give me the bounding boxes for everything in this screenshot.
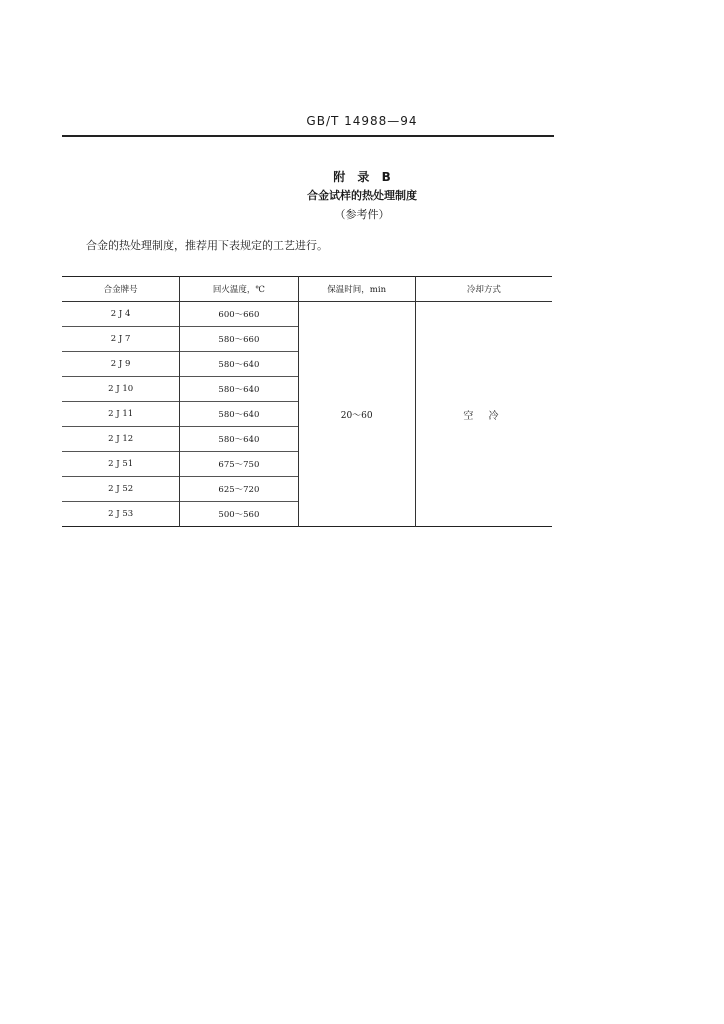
temper-temperature-cell: 580～660 [180,327,298,352]
holding-time-cell: 20～60 [298,302,415,527]
standard-number: GB/T 14988—94 [306,114,418,128]
alloy-grade-cell: 2 J 9 [62,352,180,377]
header-rule [62,135,554,137]
alloy-grade-cell: 2 J 12 [62,427,180,452]
temper-temperature-cell: 580～640 [180,377,298,402]
temper-temperature-cell: 675～750 [180,452,298,477]
cooling-method-cell: 空 冷 [415,302,552,527]
header-holding-time: 保温时间，min [298,277,415,302]
temper-temperature-cell: 600～660 [180,302,298,327]
temper-temperature-cell: 500～560 [180,502,298,527]
temper-temperature-cell: 580～640 [180,352,298,377]
header-cooling-method: 冷却方式 [415,277,552,302]
heat-treatment-table [62,276,552,527]
temper-temperature-cell: 580～640 [180,402,298,427]
alloy-grade-cell: 2 J 52 [62,477,180,502]
table-header-row [62,277,552,302]
header-temper-temperature: 回火温度，℃ [180,277,298,302]
header-alloy-grade: 合金牌号 [62,277,180,302]
appendix-note: （参考件） [334,208,390,221]
temper-temperature-cell: 625～720 [180,477,298,502]
alloy-grade-cell: 2 J 4 [62,302,180,327]
intro-paragraph: 合金的热处理制度，推荐用下表规定的工艺进行。 [86,239,328,252]
temper-temperature-cell: 580～640 [180,427,298,452]
appendix-title: 合金试样的热处理制度 [307,189,417,202]
heat-treatment-table-container [62,276,552,527]
alloy-grade-cell: 2 J 11 [62,402,180,427]
alloy-grade-cell: 2 J 53 [62,502,180,527]
alloy-grade-cell: 2 J 7 [62,327,180,352]
alloy-grade-cell: 2 J 10 [62,377,180,402]
table-row [62,302,552,327]
appendix-label: 附 录 B [333,170,391,184]
alloy-grade-cell: 2 J 51 [62,452,180,477]
